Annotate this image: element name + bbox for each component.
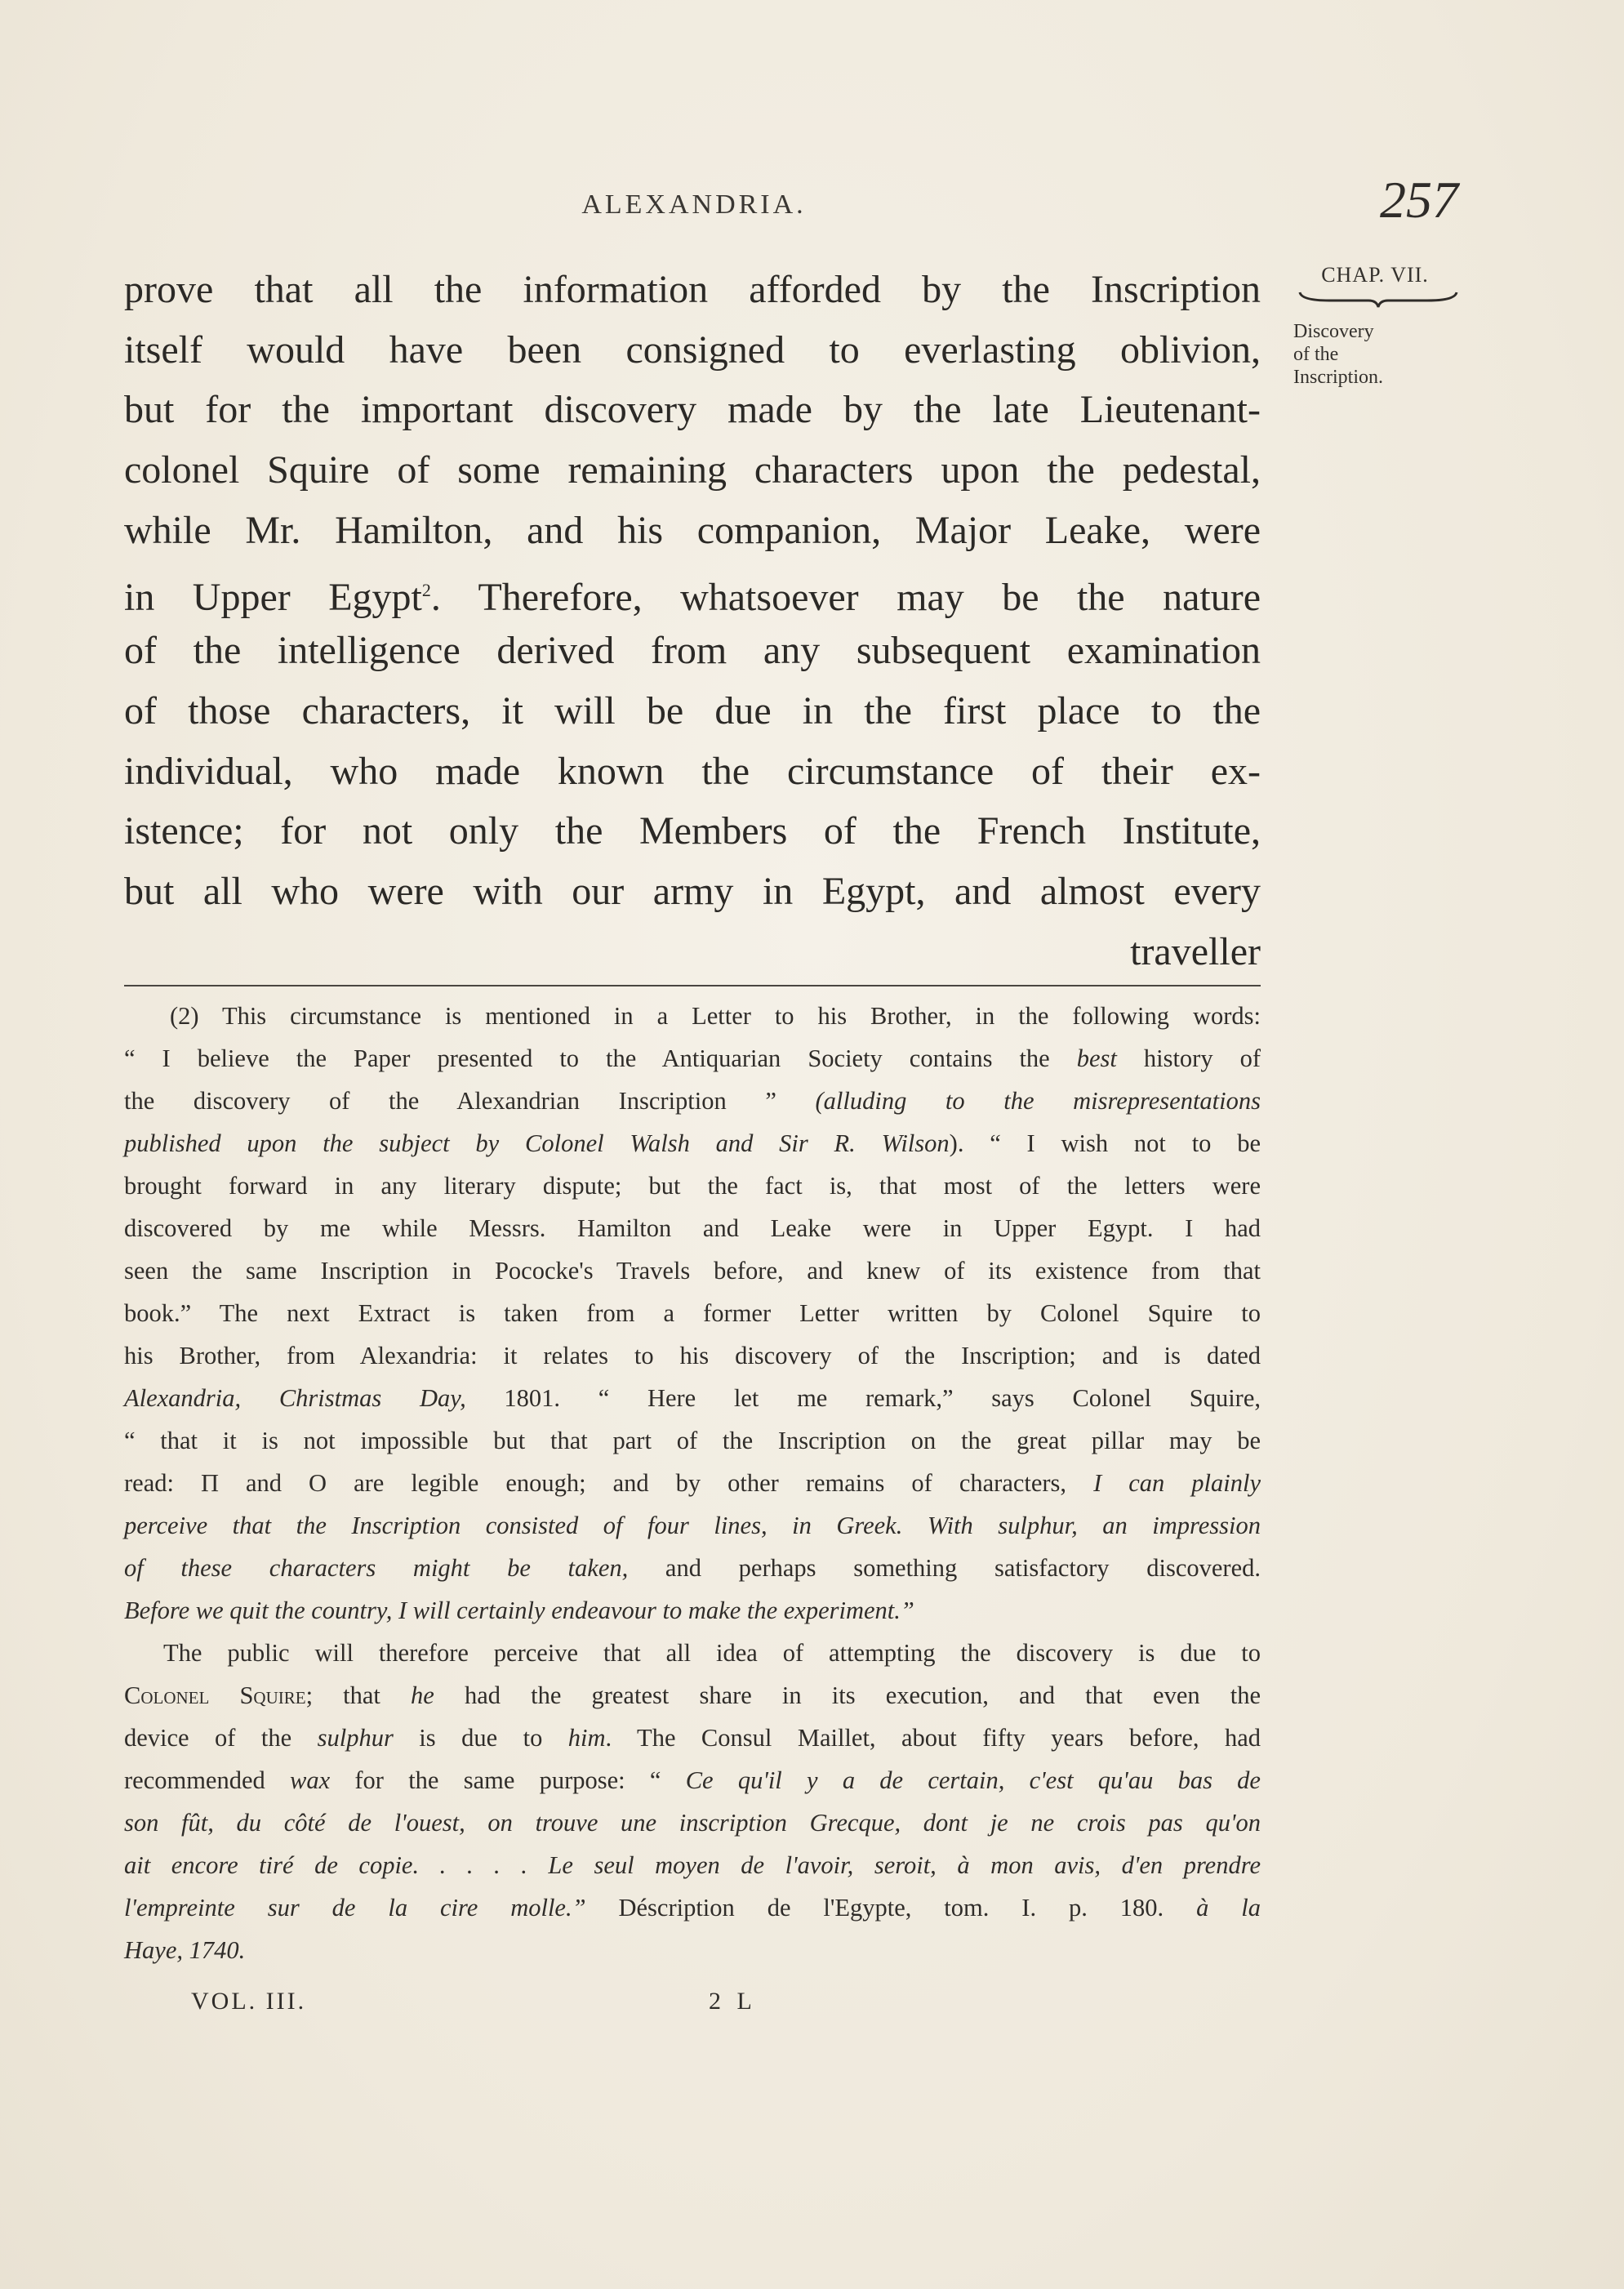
text-fragment: ; that <box>305 1681 412 1709</box>
text-fragment: . Therefore, whatsoever may be the nature <box>430 576 1261 620</box>
footnote-line <box>124 1844 1261 1886</box>
text-fragment: in Upper Egypt <box>124 576 422 620</box>
footnote-line: (2) This circumstance is mentioned in a Letter to his Brother, in the following words: <box>170 1002 1261 1030</box>
footnote-line <box>124 1589 1261 1632</box>
footnote-marker: 2 <box>421 580 431 601</box>
text-line: istence; for not only the Members of the French Institute, <box>124 809 1261 853</box>
text-fragment: recommended <box>124 1766 290 1794</box>
text-line: itself would have been consigned to everlasting oblivion, <box>124 327 1261 372</box>
text-line: prove that all the information afforded by the Inscription <box>124 268 1261 311</box>
text-fragment: à la <box>1196 1894 1261 1922</box>
text-fragment: Déscription de l'Egypte, tom. I. p. 180. <box>585 1894 1197 1922</box>
text-fragment: Alexandria, Christmas Day, <box>124 1384 466 1412</box>
text-fragment: is due to <box>393 1724 568 1752</box>
text-line: colonel Squire of some remaining characters upon the pedestal, <box>124 448 1261 492</box>
text-fragment: Ce qu'il y a de certain, c'est qu'au bas de <box>685 1766 1261 1794</box>
margin-note-line: Inscription. <box>1293 367 1383 388</box>
margin-note-line: Discovery <box>1293 321 1374 342</box>
footnote-line <box>124 1377 1261 1419</box>
chapter-label: CHAP. VII. <box>1321 263 1429 287</box>
brace-icon <box>1297 291 1460 310</box>
text-fragment: Before we quit the country, I will certainly endeavour to make the experiment.” <box>124 1597 914 1624</box>
page-number: 257 <box>1380 171 1458 229</box>
catchword: traveller <box>1130 929 1261 973</box>
text-fragment: of these characters might be taken, <box>124 1554 629 1582</box>
footnote-line <box>124 1886 1261 1929</box>
text-fragment: sulphur <box>317 1724 394 1752</box>
margin-note-line: of the <box>1293 344 1339 365</box>
text-fragment: son fût, du côté de l'ouest, on trouve une inscription Grecque, dont je ne crois pas qu'on <box>124 1809 1261 1837</box>
footnote-line: seen the same Inscription in Pococke's Travels before, and knew of its existence from that <box>124 1257 1261 1285</box>
footnote-line <box>124 1462 1261 1504</box>
text-line: of those characters, it will be due in the first place to the <box>124 688 1261 733</box>
signature-mark: 2 L <box>709 1988 757 2015</box>
text-fragment: device of the <box>124 1724 318 1752</box>
text-line: while Mr. Hamilton, and his companion, Major Leake, were <box>124 508 1261 552</box>
text-fragment: best <box>1076 1044 1117 1072</box>
text-fragment: him <box>567 1724 606 1752</box>
text-fragment: l'empreinte sur de la cire molle.” <box>124 1894 586 1922</box>
text-fragment: had the greatest share in its execution, and that even the <box>434 1681 1261 1709</box>
footnote-line: discovered by me while Messrs. Hamilton and Leake were in Upper Egypt. I had <box>124 1214 1261 1242</box>
footnote-line <box>124 1929 1261 1971</box>
text-fragment: (alluding to the misrepresentations <box>815 1087 1261 1115</box>
text-fragment: wax <box>290 1766 331 1794</box>
text-line: of the intelligence derived from any subsequent examination <box>124 629 1261 673</box>
footnote-line: “ that it is not impossible but that part of the Inscription on the great pillar may be <box>124 1427 1261 1454</box>
footnote-line: book.” The next Extract is taken from a former Letter written by Colonel Squire to <box>124 1299 1261 1327</box>
footnote-line <box>124 1674 1261 1717</box>
footnote-line: brought forward in any literary dispute; but the fact is, that most of the letters were <box>124 1172 1261 1200</box>
footnote-line: his Brother, from Alexandria: it relates to his discovery of the Inscription; and is dated <box>124 1342 1261 1369</box>
text-fragment: Haye, 1740. <box>124 1936 246 1964</box>
footnote-line <box>124 1037 1261 1080</box>
text-fragment: read: Π and O are legible enough; and by other remains of characters, <box>124 1469 1094 1497</box>
text-fragment: 1801. “ Here let me remark,” says Colonel Squire, <box>465 1384 1261 1412</box>
text-line: but all who were with our army in Egypt, and almost every <box>124 869 1261 913</box>
footnote-line <box>124 1759 1261 1801</box>
margin-note <box>1293 263 1465 389</box>
footnote-line: The public will therefore perceive that all idea of attempting the discovery is due to <box>163 1639 1261 1667</box>
text-fragment: ait encore tiré de copie. . . . . Le seul moyen de l'avoir, seroit, à mon avis, d'en prendre <box>124 1851 1261 1879</box>
footnote-rule <box>124 985 1261 986</box>
text-line <box>124 560 1261 621</box>
text-line: individual, who made known the circumstance of their ex- <box>124 749 1261 793</box>
text-fragment: the discovery of the Alexandrian Inscription ” <box>124 1087 816 1115</box>
text-fragment: ). “ I wish not to be <box>949 1129 1261 1157</box>
footnote-line <box>124 1080 1261 1122</box>
text-fragment: “ I believe the Paper presented to the Antiquarian Society contains the <box>124 1044 1077 1072</box>
running-title: ALEXANDRIA. <box>581 189 807 220</box>
text-fragment: for the same purpose: “ <box>330 1766 686 1794</box>
footnote <box>124 995 1261 1971</box>
volume-label: VOL. III. <box>191 1988 307 2015</box>
footnote-line <box>124 1122 1261 1165</box>
text-fragment: I can plainly <box>1093 1469 1261 1497</box>
text-fragment: and perhaps something satisfactory discovered. <box>628 1554 1261 1582</box>
text-fragment: perceive that the Inscription consisted of four lines, in Greek. With sulphur, an impression <box>124 1512 1261 1539</box>
footnote-line <box>124 1547 1261 1589</box>
footnote-line <box>124 1504 1261 1547</box>
text-fragment: he <box>411 1681 434 1709</box>
footnote-line <box>124 1717 1261 1759</box>
text-fragment: history of <box>1116 1044 1261 1072</box>
text-fragment: . The Consul Maillet, about fifty years before, had <box>605 1724 1261 1752</box>
text-line: but for the important discovery made by the late Lieutenant- <box>124 388 1261 432</box>
main-text <box>124 260 1261 982</box>
text-fragment: published upon the subject by Colonel Walsh and Sir R. Wilson <box>124 1129 950 1157</box>
text-fragment: Colonel Squire <box>124 1681 306 1709</box>
footnote-line <box>124 1801 1261 1844</box>
